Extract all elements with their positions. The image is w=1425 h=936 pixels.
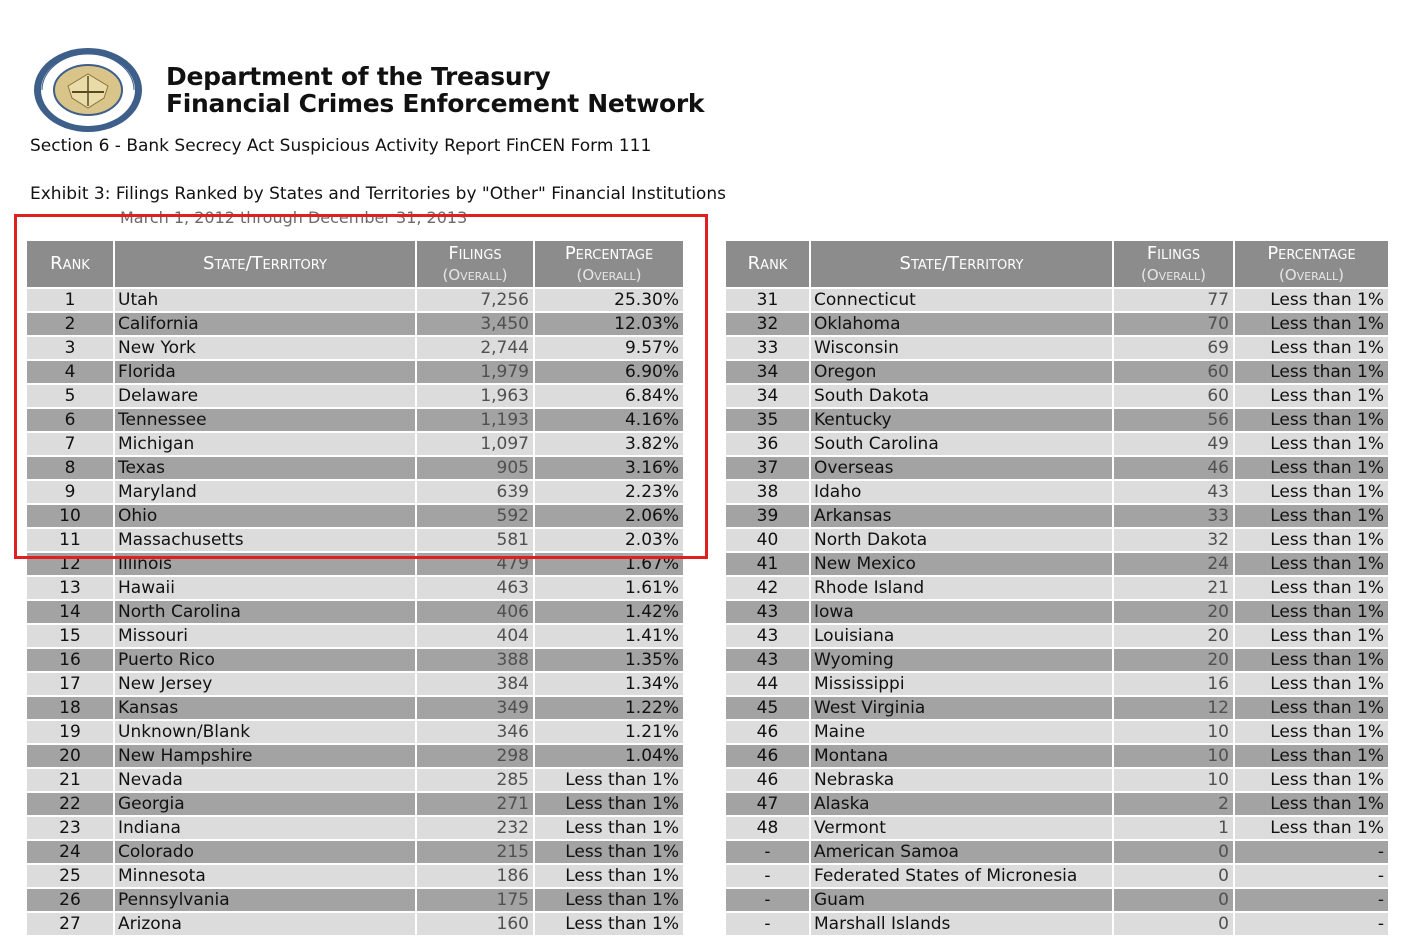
percentage-cell: Less than 1% <box>1234 816 1388 840</box>
filings-cell: 24 <box>1113 552 1234 576</box>
percentage-cell: Less than 1% <box>534 816 683 840</box>
state-cell: Vermont <box>810 816 1113 840</box>
table-row <box>726 792 1388 816</box>
rank-cell: 26 <box>27 888 114 912</box>
rank-cell: 10 <box>27 504 114 528</box>
filings-cell: 215 <box>416 840 534 864</box>
filings-cell: 1,097 <box>416 432 534 456</box>
rank-cell: 38 <box>726 480 810 504</box>
rank-cell: 33 <box>726 336 810 360</box>
state-cell: Kansas <box>114 696 416 720</box>
state-cell: Missouri <box>114 624 416 648</box>
filings-cell: 0 <box>1113 912 1234 935</box>
state-cell: Texas <box>114 456 416 480</box>
percentage-cell: 2.23% <box>534 480 683 504</box>
rank-cell: 40 <box>726 528 810 552</box>
table-row <box>27 672 683 696</box>
rank-cell: 3 <box>27 336 114 360</box>
percentage-cell: 6.84% <box>534 384 683 408</box>
percentage-cell: Less than 1% <box>1234 792 1388 816</box>
percentage-cell: 1.34% <box>534 672 683 696</box>
state-cell: Oklahoma <box>810 312 1113 336</box>
filings-cell: 1,979 <box>416 360 534 384</box>
table-row <box>27 720 683 744</box>
rank-cell: 27 <box>27 912 114 935</box>
state-cell: California <box>114 312 416 336</box>
state-cell: South Dakota <box>810 384 1113 408</box>
state-cell: Maine <box>810 720 1113 744</box>
exhibit-title: Exhibit 3: Filings Ranked by States and Territories by "Other" Financial Institutions <box>30 184 726 204</box>
rank-cell: 4 <box>27 360 114 384</box>
state-cell: Alaska <box>810 792 1113 816</box>
filings-cell: 69 <box>1113 336 1234 360</box>
state-cell: New Jersey <box>114 672 416 696</box>
table-row <box>27 552 683 576</box>
percentage-cell: Less than 1% <box>1234 768 1388 792</box>
table-row <box>726 888 1388 912</box>
section-title: Section 6 - Bank Secrecy Act Suspicious Activity Report FinCEN Form 111 <box>30 136 652 156</box>
state-cell: Hawaii <box>114 576 416 600</box>
rank-cell: 14 <box>27 600 114 624</box>
state-cell: Wyoming <box>810 648 1113 672</box>
table-row <box>726 552 1388 576</box>
state-cell: Minnesota <box>114 864 416 888</box>
rank-cell: 39 <box>726 504 810 528</box>
table-row <box>27 576 683 600</box>
rank-cell: 44 <box>726 672 810 696</box>
org-title-line2: Financial Crimes Enforcement Network <box>166 89 705 118</box>
filings-cell: 10 <box>1113 744 1234 768</box>
column-header-filings: Filings (Overall) <box>416 241 534 288</box>
table-row <box>726 336 1388 360</box>
filings-cell: 592 <box>416 504 534 528</box>
filings-cell: 70 <box>1113 312 1234 336</box>
rank-cell: 18 <box>27 696 114 720</box>
percentage-cell: 6.90% <box>534 360 683 384</box>
state-cell: Nebraska <box>810 768 1113 792</box>
filings-cell: 346 <box>416 720 534 744</box>
table-row <box>726 816 1388 840</box>
rank-cell: 43 <box>726 600 810 624</box>
rank-cell: 12 <box>27 552 114 576</box>
state-cell: Louisiana <box>810 624 1113 648</box>
state-cell: Puerto Rico <box>114 648 416 672</box>
filings-cell: 232 <box>416 816 534 840</box>
percentage-cell: 1.67% <box>534 552 683 576</box>
table-row <box>726 456 1388 480</box>
percentage-cell: Less than 1% <box>1234 504 1388 528</box>
filings-cell: 0 <box>1113 864 1234 888</box>
table-row <box>27 336 683 360</box>
table-row <box>27 888 683 912</box>
state-cell: Mississippi <box>810 672 1113 696</box>
percentage-cell: 1.41% <box>534 624 683 648</box>
filings-cell: 1 <box>1113 816 1234 840</box>
filings-cell: 77 <box>1113 288 1234 312</box>
percentage-cell: 1.42% <box>534 600 683 624</box>
table-row <box>27 432 683 456</box>
percentage-cell: - <box>1234 912 1388 935</box>
rank-cell: 2 <box>27 312 114 336</box>
filings-cell: 43 <box>1113 480 1234 504</box>
rank-cell: 7 <box>27 432 114 456</box>
state-cell: Montana <box>810 744 1113 768</box>
state-cell: Florida <box>114 360 416 384</box>
table-row <box>726 408 1388 432</box>
filings-cell: 56 <box>1113 408 1234 432</box>
state-cell: Arizona <box>114 912 416 935</box>
percentage-cell: Less than 1% <box>1234 672 1388 696</box>
state-cell: Idaho <box>810 480 1113 504</box>
filings-cell: 49 <box>1113 432 1234 456</box>
filings-cell: 175 <box>416 888 534 912</box>
filings-cell: 16 <box>1113 672 1234 696</box>
state-cell: Federated States of Micronesia <box>810 864 1113 888</box>
rank-cell: 42 <box>726 576 810 600</box>
rank-cell: 48 <box>726 816 810 840</box>
state-cell: Indiana <box>114 816 416 840</box>
percentage-cell: 1.21% <box>534 720 683 744</box>
filings-cell: 3,450 <box>416 312 534 336</box>
percentage-cell: Less than 1% <box>1234 336 1388 360</box>
rank-cell: 46 <box>726 768 810 792</box>
table-row <box>726 432 1388 456</box>
table-row <box>27 864 683 888</box>
percentage-cell: Less than 1% <box>1234 720 1388 744</box>
state-cell: Colorado <box>114 840 416 864</box>
state-cell: Tennessee <box>114 408 416 432</box>
table-row <box>726 576 1388 600</box>
table-row <box>726 624 1388 648</box>
state-cell: New York <box>114 336 416 360</box>
table-row <box>27 456 683 480</box>
rank-cell: 43 <box>726 648 810 672</box>
percentage-cell: Less than 1% <box>1234 696 1388 720</box>
state-cell: Arkansas <box>810 504 1113 528</box>
table-row <box>726 384 1388 408</box>
filings-cell: 60 <box>1113 384 1234 408</box>
filings-cell: 10 <box>1113 768 1234 792</box>
filings-cell: 12 <box>1113 696 1234 720</box>
table-row <box>27 600 683 624</box>
column-header-filings: Filings (Overall) <box>1113 241 1234 288</box>
table-row <box>27 288 683 312</box>
table-row <box>726 288 1388 312</box>
percentage-cell: 12.03% <box>534 312 683 336</box>
table-row <box>27 504 683 528</box>
table-row <box>27 480 683 504</box>
filings-cell: 33 <box>1113 504 1234 528</box>
rank-cell: 20 <box>27 744 114 768</box>
rank-cell: 47 <box>726 792 810 816</box>
percentage-cell: Less than 1% <box>534 888 683 912</box>
state-cell: Michigan <box>114 432 416 456</box>
rank-cell: - <box>726 840 810 864</box>
percentage-cell: 2.03% <box>534 528 683 552</box>
filings-cell: 406 <box>416 600 534 624</box>
filings-cell: 60 <box>1113 360 1234 384</box>
percentage-cell: - <box>1234 840 1388 864</box>
rank-cell: - <box>726 864 810 888</box>
filings-cell: 186 <box>416 864 534 888</box>
column-header-rank: Rank <box>27 241 114 288</box>
column-header-percentage: Percentage (Overall) <box>1234 241 1388 288</box>
table-row <box>726 480 1388 504</box>
table-row <box>27 744 683 768</box>
state-cell: Oregon <box>810 360 1113 384</box>
rankings-table-right <box>726 241 1388 935</box>
state-cell: Massachusetts <box>114 528 416 552</box>
table-header-row <box>27 241 683 288</box>
rank-cell: 46 <box>726 744 810 768</box>
percentage-cell: Less than 1% <box>1234 312 1388 336</box>
column-header-state: State/Territory <box>810 241 1113 288</box>
filings-cell: 285 <box>416 768 534 792</box>
percentage-cell: 9.57% <box>534 336 683 360</box>
percentage-cell: 1.61% <box>534 576 683 600</box>
percentage-cell: Less than 1% <box>1234 600 1388 624</box>
table-row <box>27 792 683 816</box>
rank-cell: 15 <box>27 624 114 648</box>
fincen-seal-icon <box>32 46 144 134</box>
rank-cell: 43 <box>726 624 810 648</box>
percentage-cell: Less than 1% <box>1234 408 1388 432</box>
rankings-table-left <box>27 241 683 935</box>
org-title-line1: Department of the Treasury <box>166 62 551 91</box>
filings-cell: 905 <box>416 456 534 480</box>
state-cell: Guam <box>810 888 1113 912</box>
filings-cell: 21 <box>1113 576 1234 600</box>
organization-title <box>166 63 704 117</box>
filings-cell: 463 <box>416 576 534 600</box>
state-cell: West Virginia <box>810 696 1113 720</box>
percentage-cell: Less than 1% <box>1234 480 1388 504</box>
table-row <box>27 912 683 935</box>
percentage-cell: Less than 1% <box>1234 432 1388 456</box>
rank-cell: 34 <box>726 360 810 384</box>
filings-cell: 1,963 <box>416 384 534 408</box>
state-cell: Pennsylvania <box>114 888 416 912</box>
filings-cell: 2 <box>1113 792 1234 816</box>
filings-cell: 20 <box>1113 624 1234 648</box>
percentage-cell: Less than 1% <box>1234 288 1388 312</box>
table-row <box>27 648 683 672</box>
rank-cell: 16 <box>27 648 114 672</box>
percentage-cell: Less than 1% <box>1234 528 1388 552</box>
state-cell: Connecticut <box>810 288 1113 312</box>
rank-cell: 22 <box>27 792 114 816</box>
filings-cell: 384 <box>416 672 534 696</box>
table-row <box>27 312 683 336</box>
table-row <box>27 816 683 840</box>
state-cell: North Dakota <box>810 528 1113 552</box>
state-cell: Maryland <box>114 480 416 504</box>
filings-cell: 0 <box>1113 840 1234 864</box>
rank-cell: 11 <box>27 528 114 552</box>
percentage-cell: Less than 1% <box>1234 624 1388 648</box>
percentage-cell: - <box>1234 864 1388 888</box>
state-cell: American Samoa <box>810 840 1113 864</box>
table-header-row <box>726 241 1388 288</box>
column-header-percentage: Percentage (Overall) <box>534 241 683 288</box>
filings-cell: 1,193 <box>416 408 534 432</box>
percentage-cell: Less than 1% <box>1234 552 1388 576</box>
rank-cell: 45 <box>726 696 810 720</box>
percentage-cell: 1.04% <box>534 744 683 768</box>
state-cell: Wisconsin <box>810 336 1113 360</box>
table-row <box>27 624 683 648</box>
filings-cell: 160 <box>416 912 534 935</box>
table-row <box>726 600 1388 624</box>
rank-cell: 1 <box>27 288 114 312</box>
table-row <box>27 408 683 432</box>
filings-cell: 2,744 <box>416 336 534 360</box>
rank-cell: 24 <box>27 840 114 864</box>
state-cell: Georgia <box>114 792 416 816</box>
rank-cell: 46 <box>726 720 810 744</box>
filings-cell: 20 <box>1113 600 1234 624</box>
filings-cell: 479 <box>416 552 534 576</box>
percentage-cell: - <box>1234 888 1388 912</box>
column-header-rank: Rank <box>726 241 810 288</box>
percentage-cell: Less than 1% <box>1234 384 1388 408</box>
table-row <box>27 840 683 864</box>
filings-cell: 0 <box>1113 888 1234 912</box>
table-row <box>726 672 1388 696</box>
rank-cell: 8 <box>27 456 114 480</box>
table-row <box>726 648 1388 672</box>
rank-cell: - <box>726 888 810 912</box>
state-cell: South Carolina <box>810 432 1113 456</box>
rank-cell: 32 <box>726 312 810 336</box>
table-row <box>726 696 1388 720</box>
rank-cell: 41 <box>726 552 810 576</box>
rank-cell: 37 <box>726 456 810 480</box>
table-row <box>726 360 1388 384</box>
state-cell: North Carolina <box>114 600 416 624</box>
filings-cell: 298 <box>416 744 534 768</box>
filings-cell: 46 <box>1113 456 1234 480</box>
rank-cell: 21 <box>27 768 114 792</box>
percentage-cell: Less than 1% <box>1234 456 1388 480</box>
state-cell: Overseas <box>810 456 1113 480</box>
filings-cell: 20 <box>1113 648 1234 672</box>
percentage-cell: Less than 1% <box>1234 744 1388 768</box>
filings-cell: 581 <box>416 528 534 552</box>
table-row <box>27 528 683 552</box>
rank-cell: - <box>726 912 810 935</box>
table-row <box>726 840 1388 864</box>
table-row <box>726 312 1388 336</box>
table-row <box>27 768 683 792</box>
rank-cell: 9 <box>27 480 114 504</box>
state-cell: Ohio <box>114 504 416 528</box>
table-row <box>726 720 1388 744</box>
column-header-state: State/Territory <box>114 241 416 288</box>
state-cell: Marshall Islands <box>810 912 1113 935</box>
percentage-cell: Less than 1% <box>1234 576 1388 600</box>
exhibit-date-range: March 1, 2012 through December 31, 2013 <box>120 208 468 227</box>
state-cell: Unknown/Blank <box>114 720 416 744</box>
table-row <box>726 528 1388 552</box>
state-cell: Nevada <box>114 768 416 792</box>
rank-cell: 36 <box>726 432 810 456</box>
rank-cell: 6 <box>27 408 114 432</box>
percentage-cell: Less than 1% <box>534 840 683 864</box>
percentage-cell: Less than 1% <box>1234 360 1388 384</box>
table-row <box>27 696 683 720</box>
table-row <box>726 504 1388 528</box>
filings-cell: 404 <box>416 624 534 648</box>
filings-cell: 271 <box>416 792 534 816</box>
table-row <box>27 360 683 384</box>
percentage-cell: 25.30% <box>534 288 683 312</box>
table-row <box>726 864 1388 888</box>
rank-cell: 13 <box>27 576 114 600</box>
percentage-cell: Less than 1% <box>534 864 683 888</box>
percentage-cell: Less than 1% <box>534 912 683 935</box>
filings-cell: 349 <box>416 696 534 720</box>
rank-cell: 34 <box>726 384 810 408</box>
state-cell: Iowa <box>810 600 1113 624</box>
filings-cell: 32 <box>1113 528 1234 552</box>
percentage-cell: Less than 1% <box>1234 648 1388 672</box>
rank-cell: 25 <box>27 864 114 888</box>
rank-cell: 31 <box>726 288 810 312</box>
table-row <box>726 768 1388 792</box>
filings-cell: 639 <box>416 480 534 504</box>
percentage-cell: Less than 1% <box>534 768 683 792</box>
filings-cell: 7,256 <box>416 288 534 312</box>
state-cell: New Hampshire <box>114 744 416 768</box>
percentage-cell: 2.06% <box>534 504 683 528</box>
state-cell: Delaware <box>114 384 416 408</box>
table-row <box>726 744 1388 768</box>
percentage-cell: 1.35% <box>534 648 683 672</box>
rank-cell: 35 <box>726 408 810 432</box>
rank-cell: 5 <box>27 384 114 408</box>
rank-cell: 17 <box>27 672 114 696</box>
state-cell: Utah <box>114 288 416 312</box>
state-cell: Kentucky <box>810 408 1113 432</box>
state-cell: Illinois <box>114 552 416 576</box>
percentage-cell: 3.82% <box>534 432 683 456</box>
rank-cell: 19 <box>27 720 114 744</box>
percentage-cell: 1.22% <box>534 696 683 720</box>
percentage-cell: 4.16% <box>534 408 683 432</box>
percentage-cell: 3.16% <box>534 456 683 480</box>
table-row <box>27 384 683 408</box>
percentage-cell: Less than 1% <box>534 792 683 816</box>
state-cell: Rhode Island <box>810 576 1113 600</box>
filings-cell: 388 <box>416 648 534 672</box>
rank-cell: 23 <box>27 816 114 840</box>
table-row <box>726 912 1388 935</box>
filings-cell: 10 <box>1113 720 1234 744</box>
state-cell: New Mexico <box>810 552 1113 576</box>
